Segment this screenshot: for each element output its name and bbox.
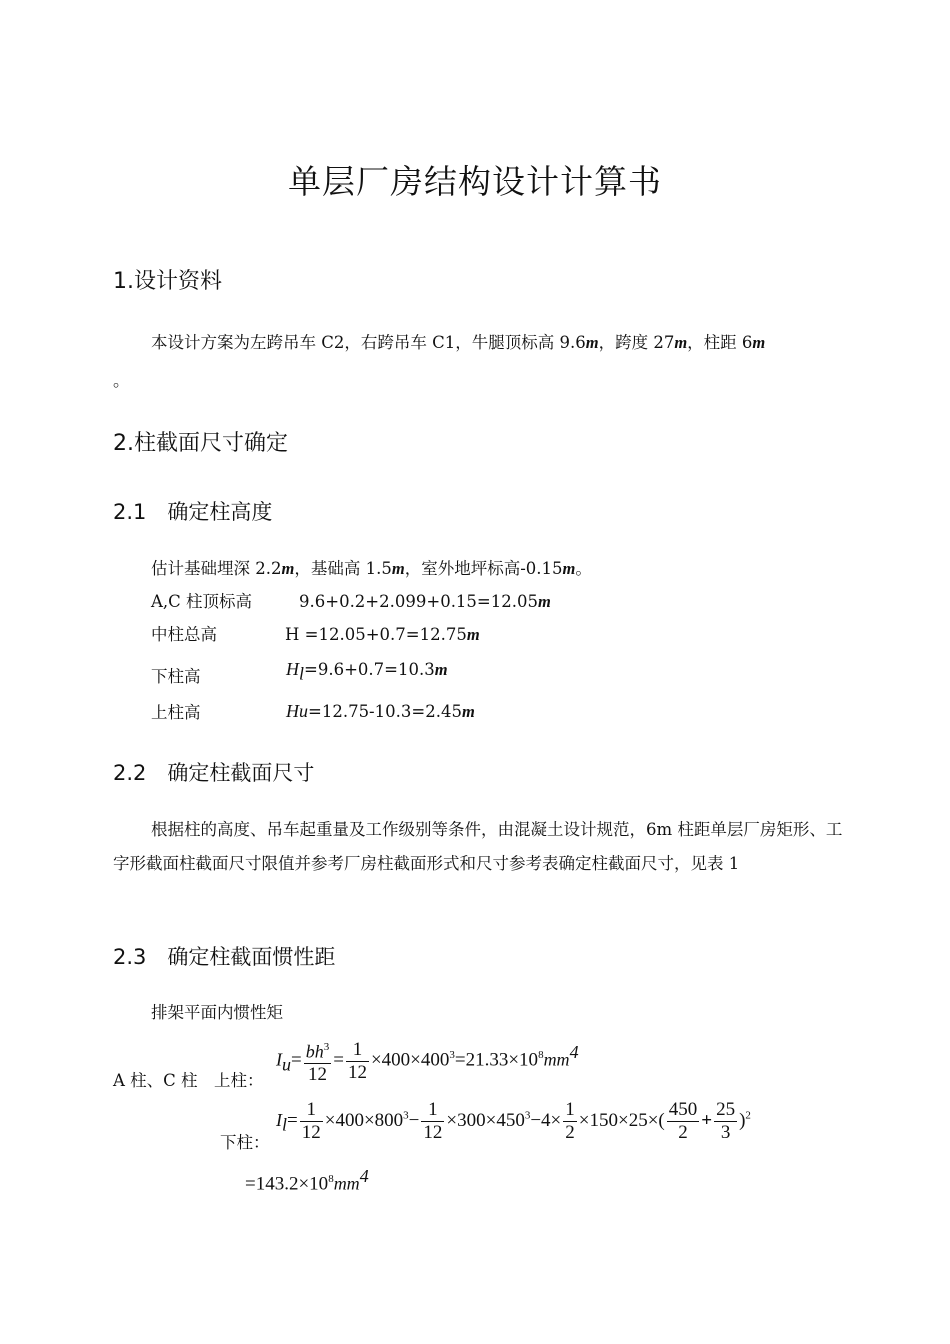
unit-m: m bbox=[562, 559, 576, 578]
mid-height-label: 中柱总高 bbox=[151, 625, 217, 644]
unit-m: m bbox=[434, 660, 448, 679]
frac-numerator: bh bbox=[305, 1041, 324, 1062]
design-data-text: 本设计方案为左跨吊车 C2，右跨吊车 C1，牛腿顶标高 9.6 bbox=[151, 333, 586, 352]
unit-m: m bbox=[674, 333, 688, 352]
il-result-value: =143.2×10 bbox=[245, 1173, 329, 1195]
frac-denominator: 12 bbox=[301, 1122, 321, 1143]
frac-numerator: 450 bbox=[668, 1099, 698, 1120]
fraction-1-2 bbox=[563, 1099, 577, 1144]
lower-height-label: 下柱高 bbox=[151, 667, 201, 686]
exponent: 3 bbox=[323, 1041, 330, 1053]
subsection-heading-inertia: 2.3 确定柱截面惯性距 bbox=[113, 945, 336, 969]
frac-numerator: 25 bbox=[716, 1099, 736, 1120]
ac-top-formula: 9.6+0.2+2.099+0.15=12.05 bbox=[299, 592, 538, 611]
symbol-sub-l: l bbox=[282, 1114, 288, 1135]
fraction-1-12 bbox=[300, 1099, 323, 1144]
lower-column-label: 下柱： bbox=[220, 1133, 270, 1152]
subsection-heading-section-size: 2.2 确定柱截面尺寸 bbox=[113, 761, 315, 785]
design-data-span: ，跨度 27 bbox=[598, 333, 675, 352]
exponent: 4 bbox=[569, 1042, 579, 1063]
term1-product: ×400×800 bbox=[324, 1109, 404, 1131]
ground-elevation: ，室外地坪标高-0.15 bbox=[404, 559, 563, 578]
frac-numerator: 1 bbox=[346, 1039, 369, 1062]
exponent: 3 bbox=[403, 1109, 409, 1122]
term2-product: ×300×450 bbox=[446, 1109, 525, 1131]
foundation-depth: 估计基础埋深 2.2 bbox=[151, 559, 282, 578]
design-data-paragraph bbox=[151, 329, 765, 357]
foundation-height: ，基础高 1.5 bbox=[294, 559, 392, 578]
iu-result: =21.33×10 bbox=[454, 1049, 539, 1071]
iu-equation: $I_u=$ $\frac{bh^3}{12}$ = $\frac{1}{12}$ $\times 400\times 400^3=21.33\times 10^8mm^4$ bbox=[276, 1036, 579, 1086]
frac-denominator: 2 bbox=[565, 1122, 575, 1143]
unit-m: m bbox=[466, 625, 480, 644]
upper-height-formula: =12.75-10.3=2.45 bbox=[308, 702, 462, 721]
unit-m: m bbox=[538, 592, 551, 611]
mid-height-value bbox=[285, 621, 480, 649]
design-data-end: 。 bbox=[113, 371, 130, 390]
fraction-25-3 bbox=[714, 1099, 737, 1144]
exponent: 2 bbox=[745, 1109, 751, 1122]
il-equation: $I_l=$ $\frac{1}{12}$ $\times 400\times 800^3-$ $\frac{1}{12}$ $\times 300\times 450^3-4\times$ $\frac{1}{2}$ ×150×25×( $\frac{450}{2}$ + $\frac{25}{3}$ )$^2$ bbox=[276, 1099, 751, 1143]
frac-numerator: 1 bbox=[565, 1099, 575, 1120]
exponent: 4 bbox=[359, 1166, 369, 1186]
ac-upper-label: A 柱、C 柱 上柱： bbox=[113, 1071, 264, 1090]
unit-m: m bbox=[461, 702, 475, 721]
frac-denominator: 3 bbox=[720, 1122, 731, 1143]
unit-m: m bbox=[752, 333, 766, 352]
unit-m: m bbox=[391, 559, 405, 578]
term3-prefix: −4× bbox=[530, 1109, 562, 1131]
ac-top-value bbox=[299, 588, 551, 616]
il-result bbox=[245, 1166, 369, 1195]
fraction-1-12 bbox=[346, 1039, 369, 1084]
exponent: 3 bbox=[449, 1049, 455, 1062]
frac-denominator: 12 bbox=[307, 1064, 327, 1086]
unit-mm: mm bbox=[543, 1049, 570, 1070]
section-heading-design-data: 1.设计资料 bbox=[113, 269, 222, 294]
exponent: 8 bbox=[328, 1173, 334, 1185]
frac-denominator: 12 bbox=[347, 1061, 367, 1083]
exponent: 3 bbox=[524, 1109, 531, 1122]
subsection-heading-column-height: 2.1 确定柱高度 bbox=[113, 500, 273, 524]
unit-mm: mm bbox=[333, 1173, 360, 1194]
lower-height-formula: =9.6+0.7=10.3 bbox=[304, 660, 435, 679]
lower-height-value bbox=[286, 655, 448, 687]
close-paren: ) bbox=[739, 1109, 746, 1131]
frac-numerator: 1 bbox=[300, 1099, 323, 1122]
symbol-hu: Hu bbox=[286, 701, 308, 721]
mid-height-formula: H =12.05+0.7=12.75 bbox=[285, 625, 467, 644]
line-end: 。 bbox=[575, 559, 592, 578]
unit-m: m bbox=[585, 333, 599, 352]
unit-m: m bbox=[281, 559, 295, 578]
frac-denominator: 12 bbox=[423, 1122, 443, 1143]
frac-numerator: 1 bbox=[421, 1099, 444, 1122]
symbol-sub-l: l bbox=[299, 663, 305, 684]
iu-product: ×400×400 bbox=[370, 1049, 450, 1071]
fraction-450-2 bbox=[667, 1099, 700, 1144]
upper-height-label: 上柱高 bbox=[151, 703, 201, 722]
fraction-1-12 bbox=[421, 1099, 444, 1144]
frac-denominator: 2 bbox=[678, 1122, 688, 1143]
foundation-line bbox=[151, 555, 592, 583]
symbol-sub-u: u bbox=[282, 1054, 291, 1075]
ac-top-label: A,C 柱顶标高 bbox=[151, 592, 253, 611]
design-data-spacing: ，柱距 6 bbox=[687, 333, 753, 352]
symbol-i: I bbox=[276, 1049, 282, 1070]
term3-product: ×150×25×( bbox=[578, 1109, 665, 1131]
section-heading-column-section: 2.柱截面尺寸确定 bbox=[113, 431, 288, 456]
symbol-i: I bbox=[276, 1109, 282, 1130]
exponent: 8 bbox=[538, 1049, 544, 1062]
upper-height-value bbox=[286, 697, 475, 726]
symbol-h: H bbox=[286, 659, 299, 679]
page-title: 单层厂房结构设计计算书 bbox=[288, 162, 662, 201]
section-size-paragraph: 根据柱的高度、吊车起重量及工作级别等条件，由混凝土设计规范，6m 柱距单层厂房矩形、工字形截面柱截面尺寸限值并参考厂房柱截面形式和尺寸参考表确定柱截面尺寸，见表 1 bbox=[113, 820, 843, 873]
inertia-intro: 排架平面内惯性矩 bbox=[151, 1003, 283, 1022]
fraction-bh3-12 bbox=[304, 1036, 332, 1086]
